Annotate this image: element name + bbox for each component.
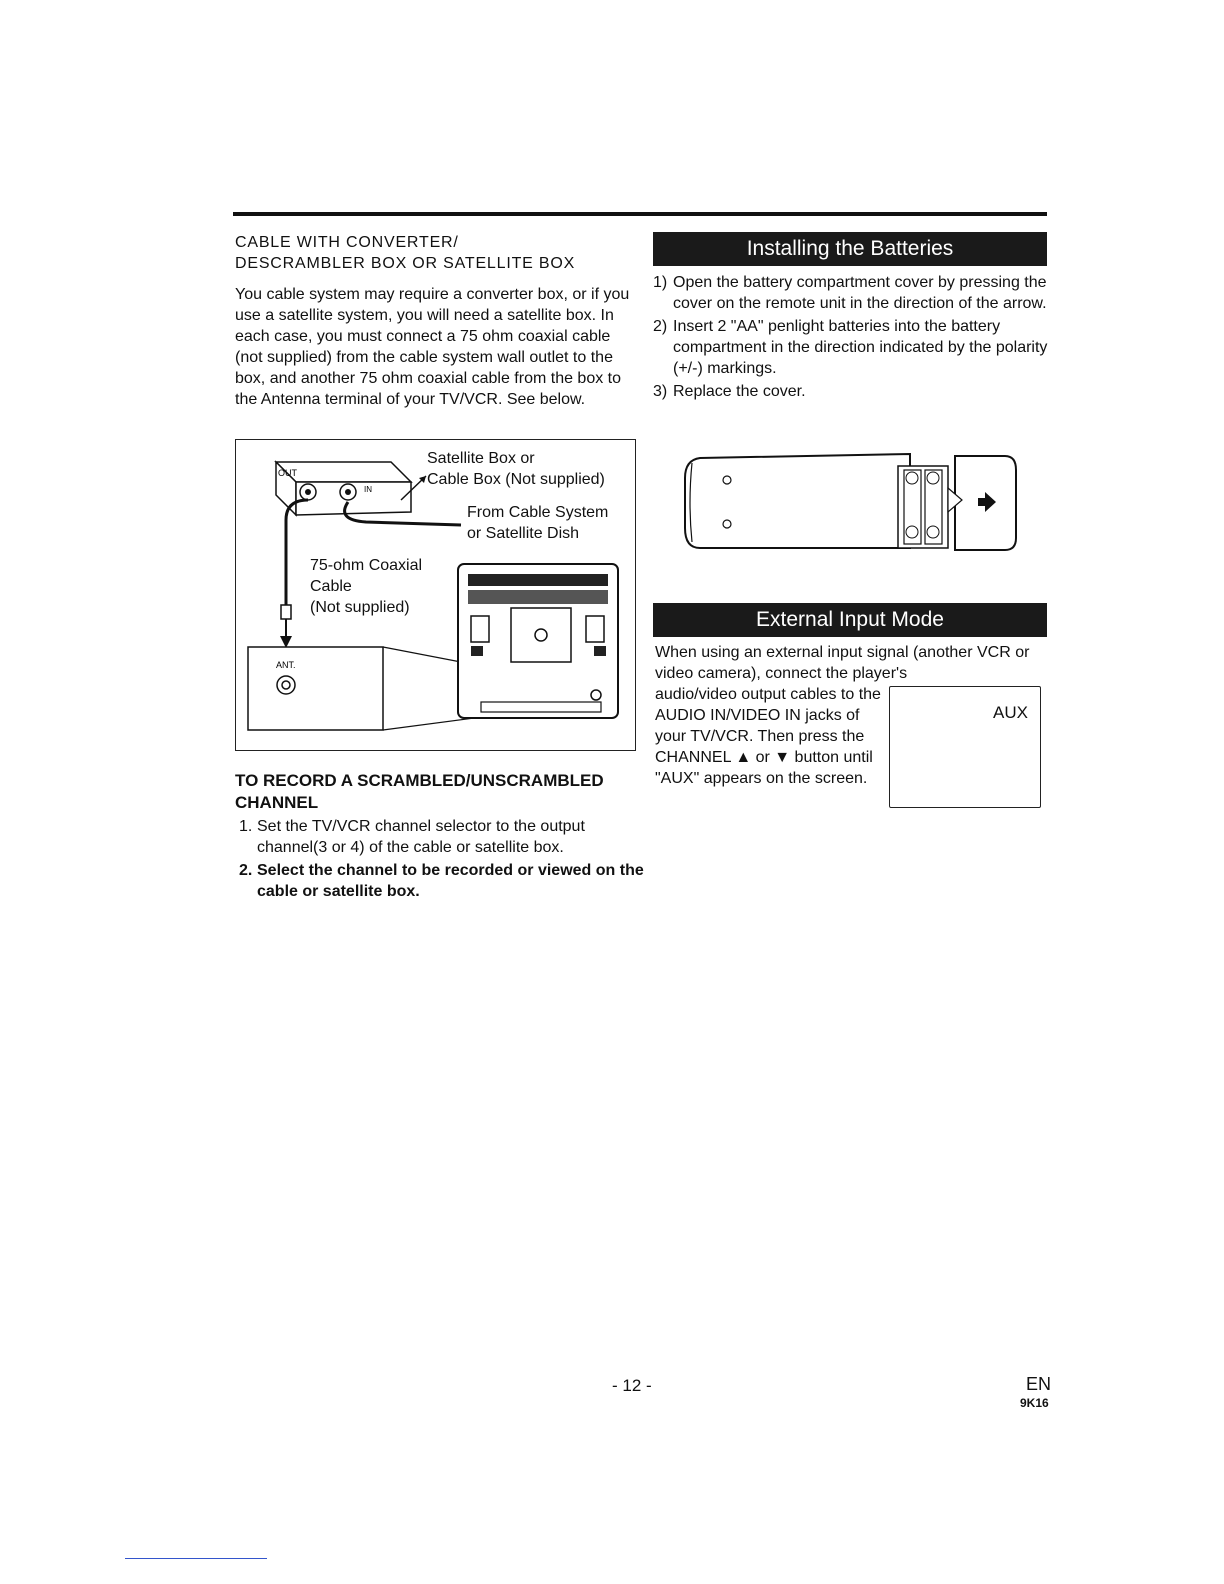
external-line-1: When using an external input signal (another VCR or video camera), connect the player's [655,644,1030,682]
step-text: Select the channel to be recorded or viewed on the cable or satellite box. [257,862,644,900]
battery-step [653,316,1053,379]
record-steps [235,816,645,904]
heading-line-2: DESCRAMBLER BOX OR SATELLITE BOX [235,255,576,272]
cable-label [310,555,422,618]
cable-label-line-3: (Not supplied) [310,599,410,616]
source-label [467,502,608,544]
step-number: 1) [653,274,668,291]
external-input-banner: External Input Mode [653,603,1047,637]
tv-screen-display [889,686,1041,808]
step-text: Set the TV/VCR channel selector to the output channel(3 or 4) of the cable or satellite box. [257,818,585,856]
step-number: 3) [653,383,668,400]
top-rule [233,212,1047,216]
cable-label-line-1: 75-ohm Coaxial [310,557,423,574]
record-step [235,816,645,858]
box-label-line-1: Satellite Box or [427,450,535,467]
record-heading [235,770,645,814]
intro-paragraph: You cable system may require a converter box, or if you use a satellite system, you will need a satellite box. In each case, you must connect a 75 ohm coaxial cable (not supplied) from the cable system wall outlet to the box, and another 75 ohm coaxial cable from the box to the Antenna terminal of your TV/VCR. See below. [235,286,630,408]
batteries-banner: Installing the Batteries [653,232,1047,266]
connection-diagram [235,439,636,751]
record-step [235,860,645,902]
record-heading-line-1: TO RECORD A SCRAMBLED/UNSCRAMBLED [235,771,604,790]
battery-step [653,381,1053,402]
remote-battery-illustration [680,448,1020,558]
box-label-line-2: Cable Box (Not supplied) [427,471,605,488]
cable-label-line-2: Cable [310,578,352,595]
section-heading [235,232,635,274]
source-label-line-2: or Satellite Dish [467,525,580,542]
record-heading-line-2: CHANNEL [235,793,319,812]
out-label: OUT [278,468,297,478]
step-number: 1. [239,818,253,835]
heading-line-1: CABLE WITH CONVERTER/ [235,234,459,251]
aux-indicator: AUX [993,703,1028,722]
ant-label: ANT. [276,660,296,670]
model-code: 9K16 [1020,1396,1049,1410]
step-number: 2) [653,318,668,335]
in-label: IN [364,485,372,494]
cable-converter-section [235,232,635,410]
step-number: 2. [239,862,253,879]
source-label-line-1: From Cable System [467,504,609,521]
external-line-2: audio/video output cables to the AUDIO IN/VIDEO IN jacks of your TV/VCR. Then press the CHANNEL ▲ or ▼ button until "AUX" appears on the screen. [655,686,881,787]
language-code: EN [1026,1374,1052,1394]
step-text: Insert 2 "AA" penlight batteries into the battery compartment in the direction indicated by the polarity (+/-) markings. [673,318,1048,377]
box-label [427,448,605,490]
battery-step [653,272,1053,314]
page-number: - 12 - [612,1376,652,1395]
step-text: Open the battery compartment cover by pressing the cover on the remote unit in the direction of the arrow. [673,274,1047,312]
step-text: Replace the cover. [673,383,806,400]
battery-steps [653,272,1053,404]
footer-underline [125,1558,267,1559]
